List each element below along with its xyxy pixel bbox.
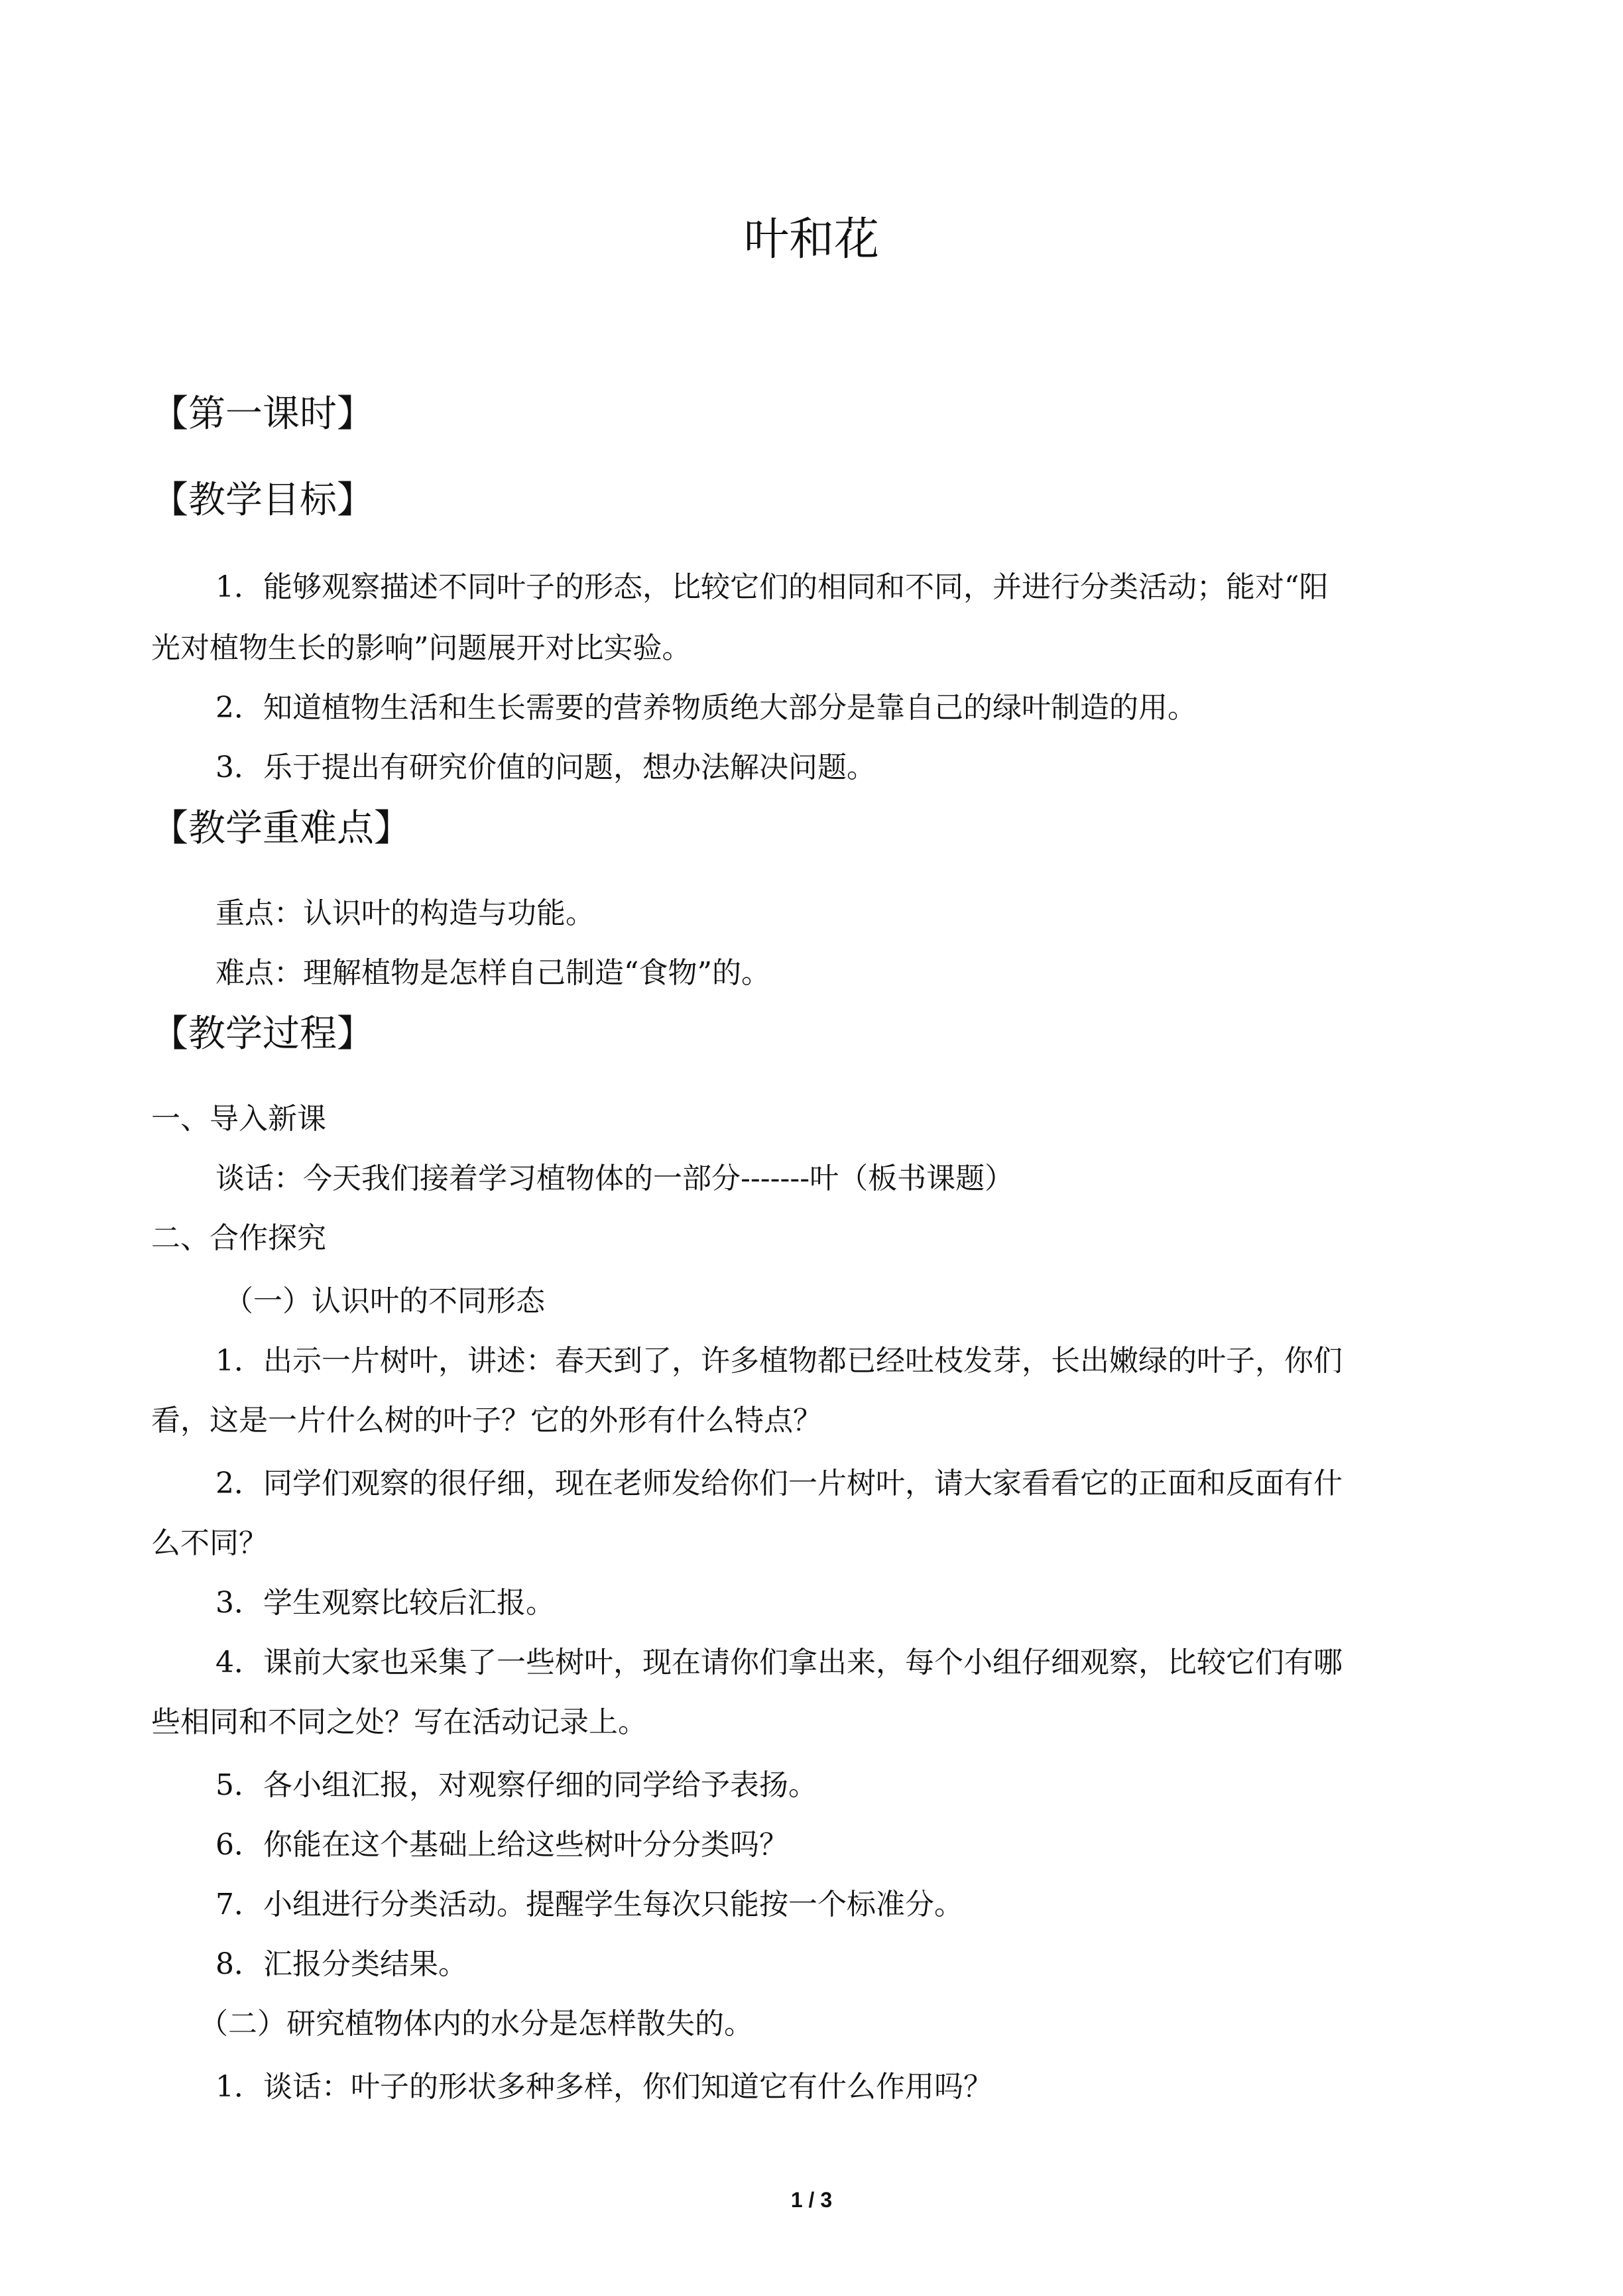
process-line: 1．出示一片树叶，讲述：春天到了，许多植物都已经吐枝发芽，长出嫩绿的叶子，你们: [215, 1344, 1343, 1378]
key-point-line: 重点：认识叶的构造与功能。: [215, 896, 595, 930]
lesson-heading: 【第一课时】: [151, 393, 374, 436]
goal-line: 3．乐于提出有研究价值的问题，想办法解决问题。: [215, 751, 876, 784]
goal-line: 2．知道植物生活和生长需要的营养物质绝大部分是靠自己的绿叶制造的用。: [215, 691, 1197, 725]
page-number: 1 / 3: [790, 2188, 833, 2212]
process-line: 一、导入新课: [151, 1102, 326, 1136]
process-line: 么不同？: [151, 1526, 268, 1560]
process-line: 5．各小组汇报，对观察仔细的同学给予表扬。: [215, 1768, 817, 1802]
process-line: 2．同学们观察的很仔细，现在老师发给你们一片树叶，请大家看看它的正面和反面有什: [215, 1467, 1343, 1500]
process-line: 二、合作探究: [151, 1221, 326, 1255]
process-line: 8．汇报分类结果。: [215, 1947, 467, 1981]
key-point-line: 难点：理解植物是怎样自己制造“食物”的。: [215, 956, 770, 990]
process-line: 1．谈话：叶子的形状多种多样，你们知道它有什么作用吗？: [215, 2070, 992, 2104]
goals-heading: 【教学目标】: [151, 479, 374, 522]
process-line: 4．课前大家也采集了一些树叶，现在请你们拿出来，每个小组仔细观察，比较它们有哪: [215, 1646, 1343, 1679]
process-line: 3．学生观察比较后汇报。: [215, 1586, 555, 1620]
document-title: 叶和花: [743, 213, 879, 266]
process-line: （二）研究植物体内的水分是怎样散失的。: [199, 2007, 753, 2041]
process-line: 些相同和不同之处？写在活动记录上。: [151, 1705, 647, 1739]
goal-line: 1．能够观察描述不同叶子的形态，比较它们的相同和不同，并进行分类活动；能对“阳: [215, 570, 1329, 604]
process-heading: 【教学过程】: [151, 1012, 374, 1056]
process-line: 谈话：今天我们接着学习植物体的一部分-------叶（板书课题）: [215, 1162, 1014, 1195]
process-line: 看，这是一片什么树的叶子？它的外形有什么特点？: [151, 1404, 822, 1437]
process-line: 7．小组进行分类活动。提醒学生每次只能按一个标准分。: [215, 1888, 963, 1921]
process-line: 6．你能在这个基础上给这些树叶分分类吗？: [215, 1828, 788, 1862]
process-line: （一）认识叶的不同形态: [224, 1284, 545, 1318]
key-points-heading: 【教学重难点】: [151, 807, 411, 850]
goal-line: 光对植物生长的影响”问题展开对比实验。: [151, 631, 691, 665]
